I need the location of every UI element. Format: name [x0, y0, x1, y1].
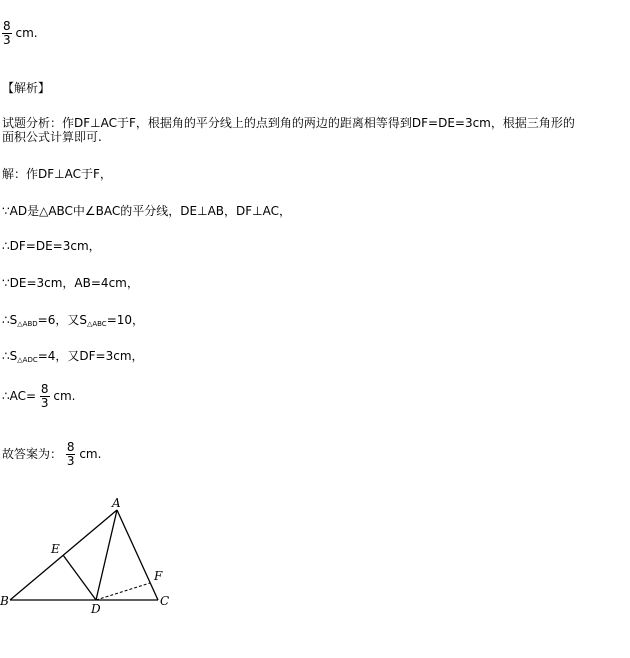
- label-e: E: [51, 542, 60, 556]
- label-b: B: [0, 594, 9, 608]
- analysis-line-1: 试题分析：作DF⊥AC于F，根据角的平分线上的点到角的两边的距离相等得到DF=DE=3cm，根据三角形的: [2, 116, 575, 130]
- final-numerator: 8: [66, 440, 75, 454]
- step5-sub-abc: △ABC: [86, 320, 107, 328]
- step7-prefix: ∴AC=: [2, 389, 37, 403]
- step5-sub-abd: △ABD: [17, 320, 38, 328]
- label-c: C: [160, 594, 170, 608]
- segment-df-dashed: [96, 583, 150, 600]
- answer-top-numerator: 8: [3, 19, 11, 33]
- step7-numerator: 8: [40, 382, 49, 396]
- segment-ac: [117, 510, 158, 600]
- final-denominator: 3: [66, 454, 75, 468]
- answer-top: [2, 20, 38, 47]
- solution-step-4: ∵DE=3cm，AB=4cm，: [2, 276, 139, 290]
- step5-suffix: =10，: [106, 313, 145, 327]
- solution-step-3: ∴DF=DE=3cm，: [2, 239, 101, 253]
- label-f: F: [154, 569, 163, 583]
- final-answer: [2, 441, 101, 468]
- triangle-figure: [0, 493, 190, 618]
- final-suffix: cm.: [79, 447, 102, 461]
- answer-top-unit: cm.: [15, 26, 38, 40]
- label-d: D: [91, 602, 101, 616]
- step7-suffix: cm.: [53, 389, 76, 403]
- solution-step-7: [2, 383, 75, 410]
- step6-sub-adc: △ADC: [17, 356, 38, 364]
- step7-denominator: 3: [40, 396, 49, 410]
- step6-suffix: =4，又DF=3cm，: [37, 349, 144, 363]
- analysis-line-2: 面积公式计算即可.: [2, 130, 102, 144]
- analysis-heading: 【解析】: [2, 81, 51, 95]
- solution-step-5: [2, 313, 144, 331]
- label-a: A: [112, 496, 121, 510]
- solution-step-1: 解：作DF⊥AC于F，: [2, 167, 112, 181]
- solution-step-2: ∵AD是△ABC中∠BAC的平分线，DE⊥AB，DF⊥AC，: [2, 204, 291, 218]
- step7-fraction: [40, 383, 50, 410]
- answer-top-denominator: 3: [3, 33, 11, 47]
- final-fraction: [66, 441, 76, 468]
- segment-ad: [96, 510, 117, 600]
- segment-de: [63, 555, 96, 600]
- step5-mid: =6，又S: [37, 313, 87, 327]
- step5-prefix: ∴S: [2, 313, 18, 327]
- step6-prefix: ∴S: [2, 349, 18, 363]
- final-prefix: 故答案为：: [2, 447, 63, 461]
- answer-top-fraction: [2, 20, 12, 47]
- solution-step-6: [2, 349, 144, 367]
